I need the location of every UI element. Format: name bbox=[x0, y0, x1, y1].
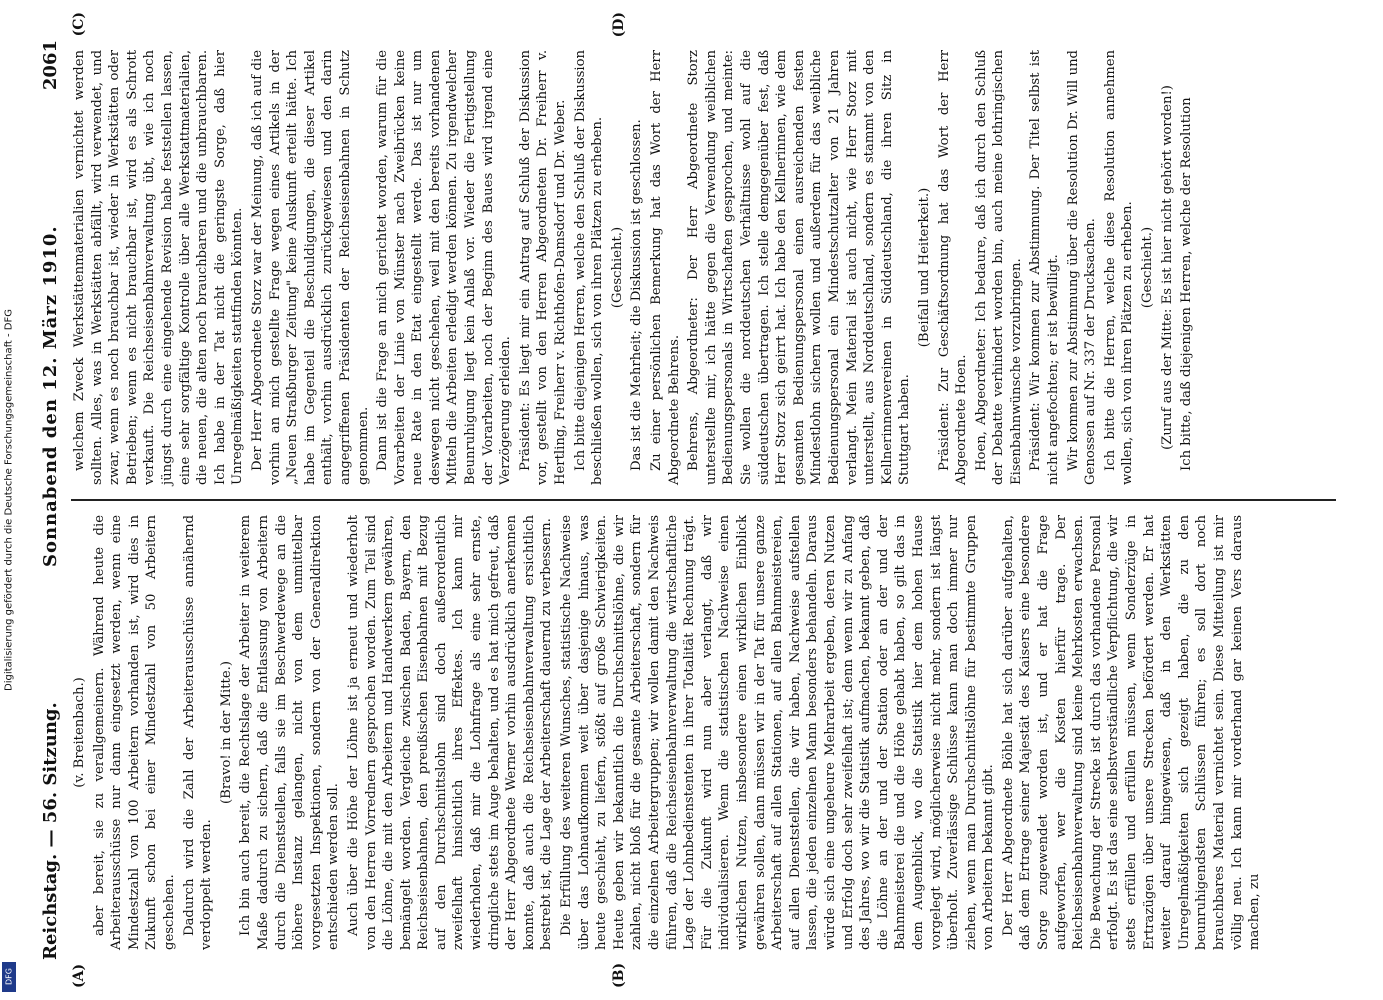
paragraph: Wir kommen zur Abstimmung über die Resolution Dr. Will und Genossen auf Nr. 337 der Drucksachen. bbox=[1065, 49, 1099, 485]
margin-marker-c: (C) bbox=[71, 11, 87, 37]
document-page bbox=[20, 0, 1365, 1000]
header-left: Reichstag. — 56. Sitzung. bbox=[40, 702, 61, 960]
paragraph: (v. Breitenbach.) bbox=[72, 677, 87, 788]
paragraph: Auch über die Höhe der Löhne ist ja erneut und wiederholt von den Herren Vorrednern gesprochen worden. Zum Teil sind die Löhne, die mit den Arbeitern und Handwerkern gewähren, bemängelt worden. Vergleiche zwischen Baden, Bayern, den Reichseisenbahnen, den preußischen Eisenbahnen mit Bezug auf den Durchschnittslohn sind doch außerordentlich zweifelhaft hinsichtlich ihres Effektes. Ich kann mir wiederholen, daß mir die Lohnfrage als eine sehr ernste, dringliche stets im Auge behalten, und es hat mich gefreut, daß der Herr Abgeordnete Werner vorhin ausdrücklich anerkennen konnte, daß auch die Reichseisenbahnverwaltung ersichtlich bestrebt ist, die Lage der Arbeiterschaft dauernd zu verbessern. bbox=[345, 514, 555, 950]
paragraph: Präsident: Zur Geschäftsordnung hat das Wort der Herr Abgeordnete Hoen. bbox=[936, 49, 970, 485]
left-column bbox=[71, 505, 1336, 988]
paragraph: Behrens, Abgeordneter: Der Herr Abgeordnete Storz unterstellte mir, ich hätte gegen die Verwendung weiblichen Bedienungspersonals in Wirtschaften gesprochen, und meinte: Sie wollen die norddeutschen Verhältnisse wohl auf die süddeutschen übertragen. Ich stelle demgegenüber fest, daß Herr Storz sich geirrt hat. Ich habe den Kellnerinnen, wie dem gesamten Bedienungspersonal einen ausreichenden festen Mindestlohn sichern wollen und außerdem für das weibliche Bedienungspersonal ein Mindestschutzalter von 21 Jahren verlangt. Mein Material ist auch nicht, wie Herr Storz mit unterstellt, aus Norddeutschland, sondern es stammt von den Kellnerinnenvereinen in Süddeutschland, die ihren Sitz in Stuttgart haben. bbox=[686, 49, 913, 485]
paragraph: (Zuruf aus der Mitte: Es ist hier nicht gehört worden!) bbox=[1159, 85, 1175, 450]
paragraph: Präsident: Wir kommen zur Abstimmung. Der Titel selbst ist nicht angefochten; er ist bewilligt. bbox=[1028, 49, 1062, 485]
paragraph: (Geschieht.) bbox=[1140, 226, 1156, 309]
left-column-body bbox=[71, 515, 1264, 950]
paragraph: Ich bitte, daß diejenigen Herren, welche der Resolution bbox=[1179, 97, 1195, 471]
paragraph: Zu einer persönlichen Bemerkung hat das Wort der Herr Abgeordnete Behrens. bbox=[649, 49, 682, 485]
right-column bbox=[71, 11, 1336, 495]
paragraph: Dann ist die Frage an mich gerichtet worden, warum für die Vorarbeiten der Linie von Münster nach Zweibrücken keine neue Rate in den Etat eingestellt werde. Das ist nur um deswegen nicht geschehen, weil mit den bereits vorhandenen Mitteln die Arbeiten erledigt werden können. Zu irgendwelcher Beunruhigung liegt kein Anlaß vor. Wieder die Fertigstellung der Vorarbeiten, noch der Beginn des Baues wird irgend eine Verzögerung erleiden. bbox=[375, 49, 514, 485]
paragraph: Ich bitte diejenigen Herren, welche den Schluß der Diskussion beschließen wollen, sich von ihren Plätzen zu erheben. bbox=[572, 49, 606, 485]
column-divider bbox=[71, 499, 1336, 501]
digitization-note: Digitalisierung gefördert durch die Deutsche Forschungsgemeinschaft - DFG bbox=[3, 309, 15, 692]
paragraph: aber bereit, sie zu verallgemeinern. Während heute die Arbeiterausschüsse nur dann eingesetzt werden, wenn eine Mindestzahl von 100 Arbeitern vorhanden ist, wird dies in Zukunft schon bei einer Mindestzahl von 50 Arbeitern geschehen. bbox=[91, 514, 177, 950]
paragraph: (Bravo! in der Mitte.) bbox=[218, 661, 234, 804]
paragraph: (Beifall und Heiterkeit.) bbox=[916, 187, 932, 348]
page-number: 2061 bbox=[40, 40, 61, 91]
right-column-body bbox=[71, 50, 1196, 485]
page-header bbox=[40, 40, 61, 960]
paragraph: Der Herr Abgeordnete Storz war der Meinung, daß ich auf die vorhin an mich gestellte Frage wegen eines Artikels in der „Neuen Straßburger Zeitung" keine Auskunft erteilt hätte. Ich habe im Gegenteil die Beschuldigungen, die dieser Artikel enthält, vorhin ausdrücklich zurückgewiesen und den darin angegriffenen Präsidenten der Reichseisenbahnen in Schutz genommen. bbox=[249, 49, 371, 485]
margin-marker-d: (D) bbox=[611, 11, 627, 38]
paragraph: welchem Zweck Werkstättenmaterialien vernichtet werden sollten. Alles, was in Werkstätten abfällt, wird verwendet, und zwar, wenn es noch brauchbar ist, wieder in Werkstätten oder Betrieben; wenn es nicht brauchbar ist, wird es als Schrott verkauft. Die Reichseisenbahnverwaltung übt, wie ich noch jüngst durch eine eingehende Revision habe feststellen lassen, eine sehr sorgfältige Kontrolle über alle Werkstattmaterialien, die neuen, die alten noch brauchbaren und die unbrauchbaren. Ich habe in der Tat nicht die geringste Sorge, daß hier Unregelmäßigkeiten stattfinden könnten. bbox=[72, 49, 246, 485]
paragraph: (Geschieht.) bbox=[609, 226, 625, 309]
paragraph: Die Erfüllung des weiteren Wunsches, statistische Nachweise über das Lohnaufkommen weit über dasjenige hinaus, was heute geschieht, zu liefern, stößt auf große Schwierigkeiten. Heute geben wir bekanntlich die Durchschnittslöhne, die wir zahlen, nicht bloß für die gesamte Arbeiterschaft, sondern für die einzelnen Arbeitergruppen; wir wollen damit den Nachweis führen, daß die Reichseisenbahnverwaltung die wirtschaftliche Lage der Lohnbedienstenten in ihrer Totalität Rechnung trägt. Für die Zukunft wird nun aber verlangt, daß wir individualisieren. Wenn die statistischen Nachweise einen wirklichen Nutzen, insbesondere einen wirklichen Einblick gewähren sollen, dann müssen wir in der Tat für unsere ganze Arbeiterschaft auf allen Stationen, auf allen Bahnmeistereien, auf allen Dienststellen, die wir haben, Nachweise aufstellen lassen, die jeden einzelnen Mann besonders behandeln. Daraus würde sich eine ungeheure Mehrarbeit ergeben, deren Nutzen und Erfolg doch sehr zweifelhaft ist; denn wenn wir zu Anfang des Jahres, wo wir die Statistik aufmachen, bekannt geben, daß die Löhne an der und der Station oder an der und der Bahnmeisterei die und die Höhe gehabt haben, so gilt das in dem Augenblick, wo die Statistik hier dem hohen Hause vorgelegt wird, möglicherweise nicht mehr, sondern ist längst überholt. Zuverlässige Schlüsse kann man doch immer nur ziehen, wenn man Durchschnittslöhne für bestimmte Gruppen von Arbeitern bekannt gibt. bbox=[559, 514, 997, 950]
paragraph: Das ist die Mehrheit; die Diskussion ist geschlossen. bbox=[629, 119, 645, 471]
paragraph: Präsident: Es liegt mir ein Antrag auf Schluß der Diskussion vor, gestellt von den Herren Abgeordneten Dr. Freiherr v. Hertling, Freiherr v. Richthofen-Damsdorf und Dr. Weber. bbox=[517, 49, 569, 485]
margin-marker-b: (B) bbox=[611, 962, 627, 988]
paragraph: Ich bitte die Herren, welche diese Resolution annehmen wollen, sich von ihren Plätzen zu erheben. bbox=[1102, 49, 1136, 485]
paragraph: Ich bin auch bereit, die Rechtslage der Arbeiter in weiterem Maße dadurch zu sichern, daß die Entlassung von Arbeitern durch die Dienststellen, falls sie im Beschwerdewege an die höhere Instanz gelangen, nicht von dem unmittelbar vorgesetzten Inspektionen, sondern von der Generaldirektion entschieden werden soll. bbox=[238, 514, 342, 950]
margin-marker-a: (A) bbox=[71, 963, 87, 988]
header-center: Sonnabend den 12. März 1910. bbox=[40, 225, 61, 568]
dfg-logo: DFG bbox=[2, 962, 16, 992]
paragraph: Dadurch wird die Zahl der Arbeiterausschüsse annähernd verdoppelt werden. bbox=[181, 514, 215, 950]
paragraph: Hoen, Abgeordneter: Ich bedaure, daß ich durch den Schluß der Debatte verhindert worden bin, auch meine lothringischen Eisenbahnwünsche vorzubringen. bbox=[973, 49, 1024, 485]
text-columns bbox=[71, 11, 1336, 988]
paragraph: Der Herr Abgeordnete Böhle hat sich darüber aufgehalten, daß dem Ertrage seiner Majestät des Kaisers eine besondere Sorge zugewendet worden ist, und er hat die Frage aufgeworfen, wer die Kosten hierfür trage. Der Reichseisenbahnverwaltung sind keine Mehrkosten erwachsen. Die Bewachung der Strecke ist durch das vorhandene Personal erfolgt. Es ist das eine selbstverständliche Verpflichtung, die wir stets erfüllen und erfüllen müssen, wenn Sonderzüge in Ertrazügen über unsere Strecken befördert werden. Er hat weiter darauf hingewiesen, daß in den Werkstätten Unregelmäßigkeiten sich gezeigt haben, die zu den beunruhigendsten Schlüssen führen; es soll dort noch brauchbares Material vernichtet sein. Diese Mitteilung ist mir völlig neu. Ich kann mir vorderhand gar keinen Vers daraus machen, zu bbox=[1000, 514, 1263, 950]
